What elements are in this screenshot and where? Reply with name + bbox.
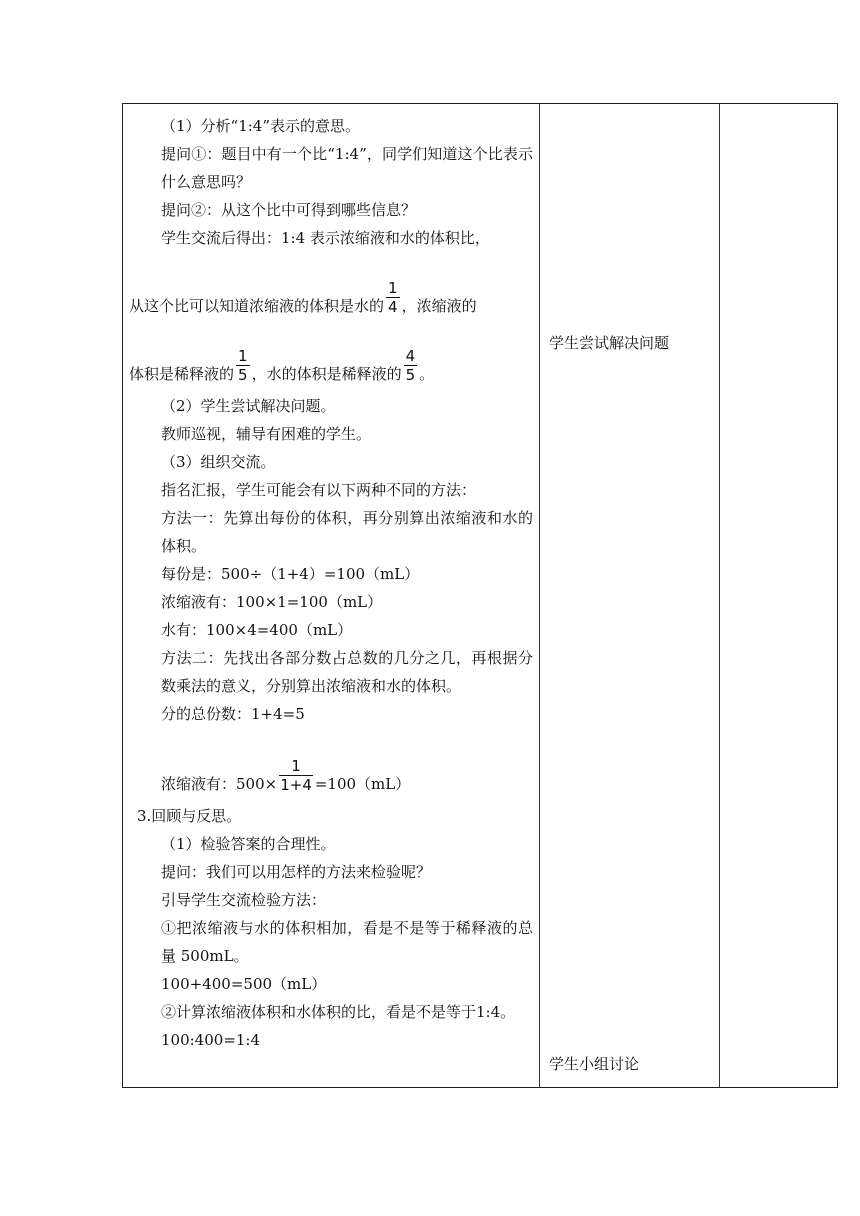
fraction-numerator: 1 (388, 279, 398, 297)
fraction-line (129, 320, 533, 388)
text-segment: 从这个比可以知道浓缩液的体积是水的 (129, 297, 385, 315)
fraction-denominator: 5 (238, 366, 248, 384)
text-line: 提问②：从这个比中可得到哪些信息？ (161, 201, 417, 219)
column-divider (719, 104, 720, 1087)
fraction-numerator: 1 (238, 347, 248, 365)
fraction-numerator: 4 (405, 347, 416, 365)
fraction-denominator: 5 (405, 366, 416, 384)
text-line: （2）学生尝试解决问题。 (161, 397, 336, 415)
text-line: ①把浓缩液与水的体积相加，看是不是等于稀释液的总量 500mL。 (161, 919, 533, 965)
text-segment: ，浓缩液的 (401, 297, 477, 315)
fraction-denominator: 4 (388, 298, 398, 316)
fraction-numerator: 1 (291, 757, 301, 775)
fraction (386, 279, 400, 316)
text-line: 100:400=1:4 (161, 1031, 261, 1049)
teaching-process-column (129, 112, 533, 1054)
text-line: 100+400=500（mL） (161, 975, 327, 993)
text-segment: 体积是稀释液的 (129, 365, 235, 383)
text-line: 方法一：先算出每份的体积，再分别算出浓缩液和水的体积。 (161, 509, 533, 555)
fraction-line (129, 252, 533, 320)
student-activity-note: 学生尝试解决问题 (549, 334, 670, 352)
text-line: （3）组织交流。 (161, 453, 276, 471)
fraction-denominator: 1+4 (280, 776, 312, 794)
text-line: 指名汇报，学生可能会有以下两种不同的方法： (161, 481, 477, 499)
text-segment: 。 (419, 365, 435, 383)
column-divider (539, 104, 540, 1087)
text-segment: =100（mL） (314, 775, 411, 793)
lesson-table (122, 103, 838, 1088)
text-line: 分的总份数：1+4=5 (161, 705, 305, 723)
text-segment: ，水的体积是稀释液的 (251, 365, 402, 383)
text-segment: 浓缩液有：500× (161, 775, 278, 793)
text-line: 引导学生交流检验方法： (161, 891, 327, 909)
student-activity-note: 学生小组讨论 (549, 1055, 640, 1073)
text-line: （1）检验答案的合理性。 (161, 835, 336, 853)
text-line: 教师巡视，辅导有困难的学生。 (161, 425, 372, 443)
text-line: 3.回顾与反思。 (137, 807, 242, 825)
text-line: 提问①：题目中有一个比“1:4”，同学们知道这个比表示什么意思吗？ (161, 145, 533, 191)
text-line: 学生交流后得出：1:4 表示浓缩液和水的体积比， (161, 229, 490, 247)
text-line: 方法二：先找出各部分数占总数的几分之几，再根据分数乘法的意义，分别算出浓缩液和水的体积。 (161, 649, 533, 695)
fraction (236, 347, 250, 384)
fraction (404, 347, 418, 384)
text-line: 浓缩液有：100×1=100（mL） (161, 593, 383, 611)
text-line: 提问：我们可以用怎样的方法来检验呢？ (161, 863, 432, 881)
text-line: ②计算浓缩液体积和水体积的比，看是不是等于1:4。 (161, 1003, 516, 1021)
fraction (279, 757, 313, 794)
text-line: （1）分析“1:4”表示的意思。 (161, 117, 361, 135)
text-line: 每份是：500÷（1+4）=100（mL） (161, 565, 420, 583)
text-line: 水有：100×4=400（mL） (161, 621, 353, 639)
fraction-line (129, 728, 533, 798)
